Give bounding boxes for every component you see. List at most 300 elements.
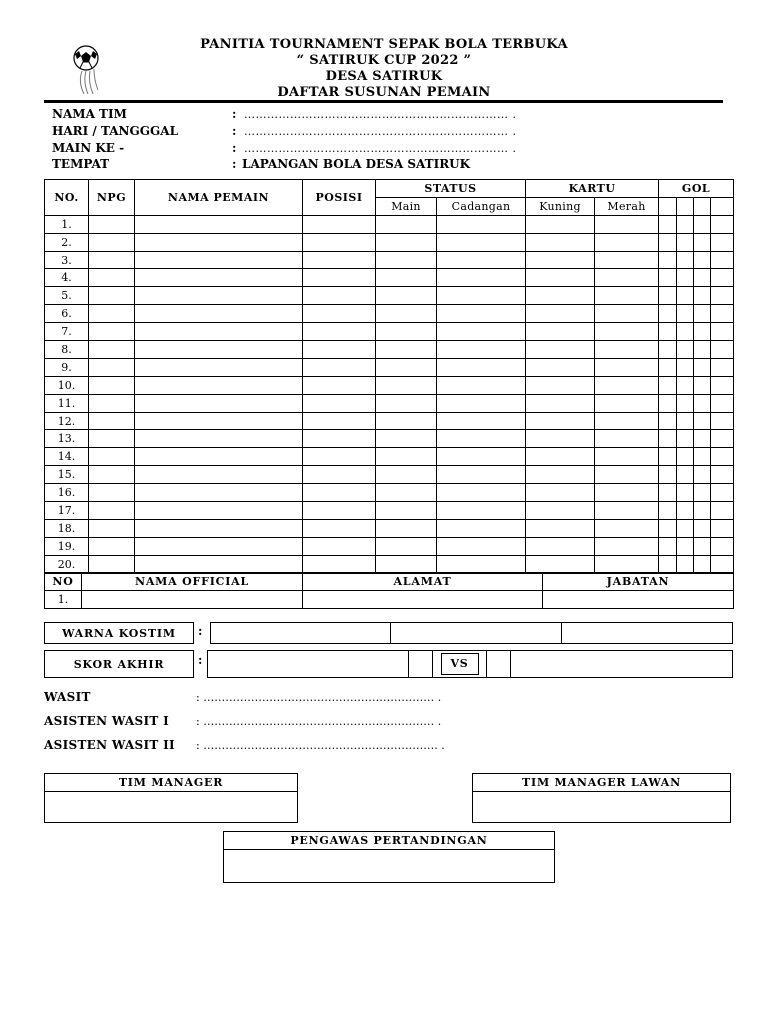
goal-cell[interactable] <box>711 251 734 269</box>
substitute-cell[interactable] <box>437 484 526 502</box>
yellow-card-cell[interactable] <box>526 484 595 502</box>
red-card-cell[interactable] <box>595 448 659 466</box>
yellow-card-cell[interactable] <box>526 448 595 466</box>
goal-cell[interactable] <box>694 376 711 394</box>
yellow-card-cell[interactable] <box>526 412 595 430</box>
position-cell[interactable] <box>303 233 376 251</box>
team-manager-signature-area[interactable] <box>45 792 297 822</box>
match-number-label: MAIN KE - <box>52 141 125 155</box>
goal-cell[interactable] <box>694 341 711 359</box>
final-score-fields <box>207 650 733 678</box>
main-cell[interactable] <box>376 484 437 502</box>
goal-cell[interactable] <box>677 502 694 520</box>
goal-cell[interactable] <box>711 233 734 251</box>
official-address-header: ALAMAT <box>303 573 543 591</box>
goal-cell[interactable] <box>659 448 677 466</box>
red-card-cell[interactable] <box>595 305 659 323</box>
npg-cell[interactable] <box>89 215 135 233</box>
goal-cell[interactable] <box>694 502 711 520</box>
main-cell[interactable] <box>376 251 437 269</box>
goal-cell[interactable] <box>711 269 734 287</box>
colon: : <box>198 624 203 638</box>
position-cell[interactable] <box>303 269 376 287</box>
vs-label: VS <box>441 653 479 675</box>
main-cell[interactable] <box>376 233 437 251</box>
goal-cell[interactable] <box>659 430 677 448</box>
red-card-cell[interactable] <box>595 376 659 394</box>
goal-cell[interactable] <box>694 394 711 412</box>
player-row <box>45 537 734 555</box>
assistant-referee-1-field[interactable]: : ……………………………………………………… . <box>196 715 442 728</box>
substitute-cell[interactable] <box>437 233 526 251</box>
goal-cell[interactable] <box>694 251 711 269</box>
player-row <box>45 412 734 430</box>
goal-cell[interactable] <box>659 233 677 251</box>
player-row-number: 6. <box>45 305 89 323</box>
position-cell[interactable] <box>303 251 376 269</box>
position-cell[interactable] <box>303 305 376 323</box>
player-name-cell[interactable] <box>135 412 303 430</box>
main-cell[interactable] <box>376 376 437 394</box>
goal-cell[interactable] <box>711 555 734 573</box>
player-row <box>45 215 734 233</box>
goal-cell[interactable] <box>711 376 734 394</box>
npg-cell[interactable] <box>89 519 135 537</box>
main-cell[interactable] <box>376 466 437 484</box>
red-card-cell[interactable] <box>595 323 659 341</box>
npg-cell[interactable] <box>89 466 135 484</box>
goal-cell[interactable] <box>694 412 711 430</box>
yellow-card-cell[interactable] <box>526 376 595 394</box>
goal-cell[interactable] <box>677 394 694 412</box>
substitute-cell[interactable] <box>437 251 526 269</box>
goal-cell[interactable] <box>694 305 711 323</box>
substitute-cell[interactable] <box>437 430 526 448</box>
player-name-cell[interactable] <box>135 323 303 341</box>
npg-cell[interactable] <box>89 287 135 305</box>
goal-cell[interactable] <box>677 519 694 537</box>
npg-cell[interactable] <box>89 412 135 430</box>
goal-cell[interactable] <box>694 555 711 573</box>
player-row <box>45 466 734 484</box>
main-cell[interactable] <box>376 394 437 412</box>
goal-cell[interactable] <box>711 412 734 430</box>
goal-cell[interactable] <box>694 287 711 305</box>
goal-cell[interactable] <box>659 341 677 359</box>
team-name-label: NAMA TIM <box>52 107 127 121</box>
player-name-cell[interactable] <box>135 466 303 484</box>
substitute-cell[interactable] <box>437 519 526 537</box>
col-red-header: Merah <box>595 197 659 215</box>
score-box[interactable] <box>487 651 511 677</box>
player-row <box>45 484 734 502</box>
red-card-cell[interactable] <box>595 430 659 448</box>
player-row <box>45 358 734 376</box>
goal-cell[interactable] <box>711 430 734 448</box>
yellow-card-cell[interactable] <box>526 502 595 520</box>
substitute-cell[interactable] <box>437 502 526 520</box>
goal-cell[interactable] <box>677 484 694 502</box>
goal-cell[interactable] <box>659 537 677 555</box>
assistant-referee-2-field[interactable]: : ………………………………………………………. . <box>196 739 445 752</box>
red-card-cell[interactable] <box>595 341 659 359</box>
substitute-cell[interactable] <box>437 448 526 466</box>
main-cell[interactable] <box>376 430 437 448</box>
col-main-header: Main <box>376 197 437 215</box>
main-cell[interactable] <box>376 323 437 341</box>
main-cell[interactable] <box>376 287 437 305</box>
goal-cell[interactable] <box>711 502 734 520</box>
substitute-cell[interactable] <box>437 269 526 287</box>
position-cell[interactable] <box>303 215 376 233</box>
goal-cell[interactable] <box>711 215 734 233</box>
yellow-card-cell[interactable] <box>526 341 595 359</box>
red-card-cell[interactable] <box>595 251 659 269</box>
goal-cell[interactable] <box>694 484 711 502</box>
goal-cell[interactable] <box>694 323 711 341</box>
position-cell[interactable] <box>303 484 376 502</box>
goal-cell[interactable] <box>711 519 734 537</box>
match-supervisor-signature-area[interactable] <box>224 850 554 882</box>
jersey-color-field[interactable] <box>391 623 562 643</box>
player-row-number: 17. <box>45 502 89 520</box>
official-position-cell[interactable] <box>543 591 734 609</box>
goal-cell[interactable] <box>659 305 677 323</box>
goal-cell[interactable] <box>677 537 694 555</box>
substitute-cell[interactable] <box>437 341 526 359</box>
day-date-field[interactable]: …………………………………………………………… . <box>244 125 517 138</box>
yellow-card-cell[interactable] <box>526 215 595 233</box>
position-cell[interactable] <box>303 412 376 430</box>
red-card-cell[interactable] <box>595 269 659 287</box>
substitute-cell[interactable] <box>437 323 526 341</box>
official-position-header: JABATAN <box>543 573 734 591</box>
player-row-number: 9. <box>45 358 89 376</box>
goal-cell[interactable] <box>659 287 677 305</box>
yellow-card-cell[interactable] <box>526 251 595 269</box>
npg-cell[interactable] <box>89 537 135 555</box>
substitute-cell[interactable] <box>437 287 526 305</box>
goal-cell[interactable] <box>659 358 677 376</box>
goal-cell[interactable] <box>711 484 734 502</box>
goal-cell[interactable] <box>677 305 694 323</box>
red-card-cell[interactable] <box>595 466 659 484</box>
main-cell[interactable] <box>376 502 437 520</box>
goal-cell[interactable] <box>677 466 694 484</box>
red-card-cell[interactable] <box>595 537 659 555</box>
document-title: DAFTAR SUSUNAN PEMAIN <box>277 85 491 100</box>
goal-cell[interactable] <box>711 394 734 412</box>
assistant-referee-1-label: ASISTEN WASIT I <box>44 714 169 728</box>
player-row-number: 5. <box>45 287 89 305</box>
yellow-card-cell[interactable] <box>526 233 595 251</box>
player-row-number: 20. <box>45 555 89 573</box>
yellow-card-cell[interactable] <box>526 519 595 537</box>
player-row <box>45 394 734 412</box>
npg-cell[interactable] <box>89 502 135 520</box>
goal-cell[interactable] <box>694 215 711 233</box>
player-name-cell[interactable] <box>135 251 303 269</box>
main-cell[interactable] <box>376 555 437 573</box>
goal-cell[interactable] <box>711 358 734 376</box>
goal-cell[interactable] <box>659 376 677 394</box>
player-row <box>45 323 734 341</box>
substitute-cell[interactable] <box>437 376 526 394</box>
team-manager-title: TIM MANAGER <box>45 774 297 792</box>
table-header-row <box>45 180 734 198</box>
main-cell[interactable] <box>376 519 437 537</box>
main-cell[interactable] <box>376 448 437 466</box>
player-name-cell[interactable] <box>135 394 303 412</box>
goal-cell[interactable] <box>659 484 677 502</box>
npg-cell[interactable] <box>89 376 135 394</box>
position-cell[interactable] <box>303 430 376 448</box>
player-name-cell[interactable] <box>135 305 303 323</box>
yellow-card-cell[interactable] <box>526 358 595 376</box>
position-cell[interactable] <box>303 502 376 520</box>
goal-cell[interactable] <box>659 466 677 484</box>
npg-cell[interactable] <box>89 430 135 448</box>
goal-cell[interactable] <box>711 537 734 555</box>
referee-field[interactable]: : ……………………………………………………… . <box>196 691 442 704</box>
yellow-card-cell[interactable] <box>526 394 595 412</box>
colon: : <box>232 157 237 171</box>
npg-cell[interactable] <box>89 305 135 323</box>
goal-cell[interactable] <box>694 466 711 484</box>
team-name-field[interactable]: …………………………………………………………… . <box>244 108 517 121</box>
substitute-cell[interactable] <box>437 394 526 412</box>
col-card-header: KARTU <box>526 180 659 198</box>
player-name-cell[interactable] <box>135 502 303 520</box>
team-manager-box <box>44 773 298 823</box>
col-goal-header: GOL <box>659 180 734 198</box>
goal-cell[interactable] <box>677 555 694 573</box>
goal-cell[interactable] <box>659 269 677 287</box>
goal-cell[interactable] <box>659 251 677 269</box>
col-player-name-header: NAMA PEMAIN <box>135 180 303 216</box>
goal-cell[interactable] <box>711 323 734 341</box>
npg-cell[interactable] <box>89 269 135 287</box>
player-name-cell[interactable] <box>135 341 303 359</box>
goal-cell[interactable] <box>677 430 694 448</box>
red-card-cell[interactable] <box>595 484 659 502</box>
red-card-cell[interactable] <box>595 394 659 412</box>
goal-cell[interactable] <box>694 233 711 251</box>
main-cell[interactable] <box>376 358 437 376</box>
goal-cell[interactable] <box>659 412 677 430</box>
player-name-cell[interactable] <box>135 376 303 394</box>
red-card-cell[interactable] <box>595 502 659 520</box>
position-cell[interactable] <box>303 537 376 555</box>
position-cell[interactable] <box>303 448 376 466</box>
vs-cell <box>433 651 487 677</box>
yellow-card-cell[interactable] <box>526 430 595 448</box>
goal-cell <box>711 197 734 215</box>
red-card-cell[interactable] <box>595 555 659 573</box>
npg-cell[interactable] <box>89 341 135 359</box>
position-cell[interactable] <box>303 287 376 305</box>
colon: : <box>232 107 237 121</box>
match-supervisor-box <box>223 831 555 883</box>
player-row-number: 7. <box>45 323 89 341</box>
npg-cell[interactable] <box>89 233 135 251</box>
goal-cell[interactable] <box>659 555 677 573</box>
goal-cell[interactable] <box>694 519 711 537</box>
official-header-row <box>45 573 734 591</box>
player-name-cell[interactable] <box>135 430 303 448</box>
player-row <box>45 430 734 448</box>
goal-cell[interactable] <box>659 502 677 520</box>
goal-cell[interactable] <box>677 358 694 376</box>
npg-cell[interactable] <box>89 484 135 502</box>
day-date-label: HARI / TANGGGAL <box>52 124 179 138</box>
jersey-color-field[interactable] <box>562 623 732 643</box>
substitute-cell[interactable] <box>437 466 526 484</box>
player-row-number: 11. <box>45 394 89 412</box>
player-row <box>45 233 734 251</box>
npg-cell[interactable] <box>89 448 135 466</box>
goal-cell[interactable] <box>677 233 694 251</box>
score-box[interactable] <box>409 651 433 677</box>
position-cell[interactable] <box>303 519 376 537</box>
official-name-cell[interactable] <box>82 591 303 609</box>
col-status-header: STATUS <box>376 180 526 198</box>
final-score-label: SKOR AKHIR <box>44 650 194 678</box>
goal-cell[interactable] <box>677 376 694 394</box>
position-cell[interactable] <box>303 394 376 412</box>
goal-cell <box>694 197 711 215</box>
venue-value: LAPANGAN BOLA DESA SATIRUK <box>242 157 471 171</box>
npg-cell[interactable] <box>89 358 135 376</box>
player-name-cell[interactable] <box>135 484 303 502</box>
player-name-cell[interactable] <box>135 519 303 537</box>
player-name-cell[interactable] <box>135 269 303 287</box>
jersey-color-field[interactable] <box>211 623 391 643</box>
goal-cell[interactable] <box>711 448 734 466</box>
venue-label: TEMPAT <box>52 157 110 171</box>
goal-cell[interactable] <box>677 341 694 359</box>
main-cell[interactable] <box>376 537 437 555</box>
position-cell[interactable] <box>303 376 376 394</box>
yellow-card-cell[interactable] <box>526 466 595 484</box>
red-card-cell[interactable] <box>595 519 659 537</box>
goal-cell[interactable] <box>677 323 694 341</box>
position-cell[interactable] <box>303 466 376 484</box>
goal-cell[interactable] <box>694 448 711 466</box>
goal-cell[interactable] <box>677 269 694 287</box>
goal-cell[interactable] <box>677 448 694 466</box>
score-team-field[interactable] <box>511 651 732 677</box>
player-row <box>45 305 734 323</box>
main-cell[interactable] <box>376 412 437 430</box>
player-name-cell[interactable] <box>135 537 303 555</box>
yellow-card-cell[interactable] <box>526 555 595 573</box>
position-cell[interactable] <box>303 341 376 359</box>
player-row <box>45 287 734 305</box>
score-team-field[interactable] <box>208 651 409 677</box>
official-address-cell[interactable] <box>303 591 543 609</box>
substitute-cell[interactable] <box>437 305 526 323</box>
player-row-number: 1. <box>45 215 89 233</box>
goal-cell[interactable] <box>711 305 734 323</box>
goal-cell[interactable] <box>677 287 694 305</box>
player-name-cell[interactable] <box>135 233 303 251</box>
player-name-cell[interactable] <box>135 215 303 233</box>
substitute-cell[interactable] <box>437 215 526 233</box>
goal-cell[interactable] <box>694 269 711 287</box>
yellow-card-cell[interactable] <box>526 287 595 305</box>
player-row-number: 14. <box>45 448 89 466</box>
substitute-cell[interactable] <box>437 555 526 573</box>
red-card-cell[interactable] <box>595 233 659 251</box>
substitute-cell[interactable] <box>437 358 526 376</box>
player-row-number: 10. <box>45 376 89 394</box>
red-card-cell[interactable] <box>595 358 659 376</box>
yellow-card-cell[interactable] <box>526 305 595 323</box>
player-row <box>45 269 734 287</box>
player-row <box>45 519 734 537</box>
main-cell[interactable] <box>376 269 437 287</box>
red-card-cell[interactable] <box>595 287 659 305</box>
jersey-color-label: WARNA KOSTIM <box>44 622 194 644</box>
player-row-number: 8. <box>45 341 89 359</box>
goal-cell[interactable] <box>659 394 677 412</box>
goal-cell[interactable] <box>711 466 734 484</box>
goal-cell[interactable] <box>694 430 711 448</box>
position-cell[interactable] <box>303 555 376 573</box>
match-number-field[interactable]: …………………………………………………………… . <box>244 142 517 155</box>
npg-cell[interactable] <box>89 555 135 573</box>
red-card-cell[interactable] <box>595 215 659 233</box>
player-row <box>45 555 734 573</box>
goal-cell[interactable] <box>677 251 694 269</box>
village-title: DESA SATIRUK <box>325 69 443 84</box>
main-cell[interactable] <box>376 341 437 359</box>
player-name-cell[interactable] <box>135 358 303 376</box>
substitute-cell[interactable] <box>437 412 526 430</box>
position-cell[interactable] <box>303 323 376 341</box>
opponent-manager-signature-area[interactable] <box>473 792 730 822</box>
goal-cell[interactable] <box>711 287 734 305</box>
opponent-manager-title: TIM MANAGER LAWAN <box>473 774 730 792</box>
player-row-number: 15. <box>45 466 89 484</box>
goal-cell[interactable] <box>659 323 677 341</box>
player-name-cell[interactable] <box>135 287 303 305</box>
main-cell[interactable] <box>376 305 437 323</box>
position-cell[interactable] <box>303 358 376 376</box>
npg-cell[interactable] <box>89 394 135 412</box>
goal-cell[interactable] <box>659 215 677 233</box>
main-cell[interactable] <box>376 215 437 233</box>
npg-cell[interactable] <box>89 323 135 341</box>
goal-cell[interactable] <box>711 341 734 359</box>
player-name-cell[interactable] <box>135 448 303 466</box>
player-row <box>45 341 734 359</box>
goal-cell[interactable] <box>677 412 694 430</box>
goal-cell[interactable] <box>677 215 694 233</box>
referee-label: WASIT <box>44 690 91 704</box>
goal-cell[interactable] <box>659 519 677 537</box>
npg-cell[interactable] <box>89 251 135 269</box>
substitute-cell[interactable] <box>437 537 526 555</box>
yellow-card-cell[interactable] <box>526 269 595 287</box>
player-name-cell[interactable] <box>135 555 303 573</box>
goal-cell[interactable] <box>694 358 711 376</box>
goal-cell[interactable] <box>694 537 711 555</box>
yellow-card-cell[interactable] <box>526 537 595 555</box>
yellow-card-cell[interactable] <box>526 323 595 341</box>
red-card-cell[interactable] <box>595 412 659 430</box>
